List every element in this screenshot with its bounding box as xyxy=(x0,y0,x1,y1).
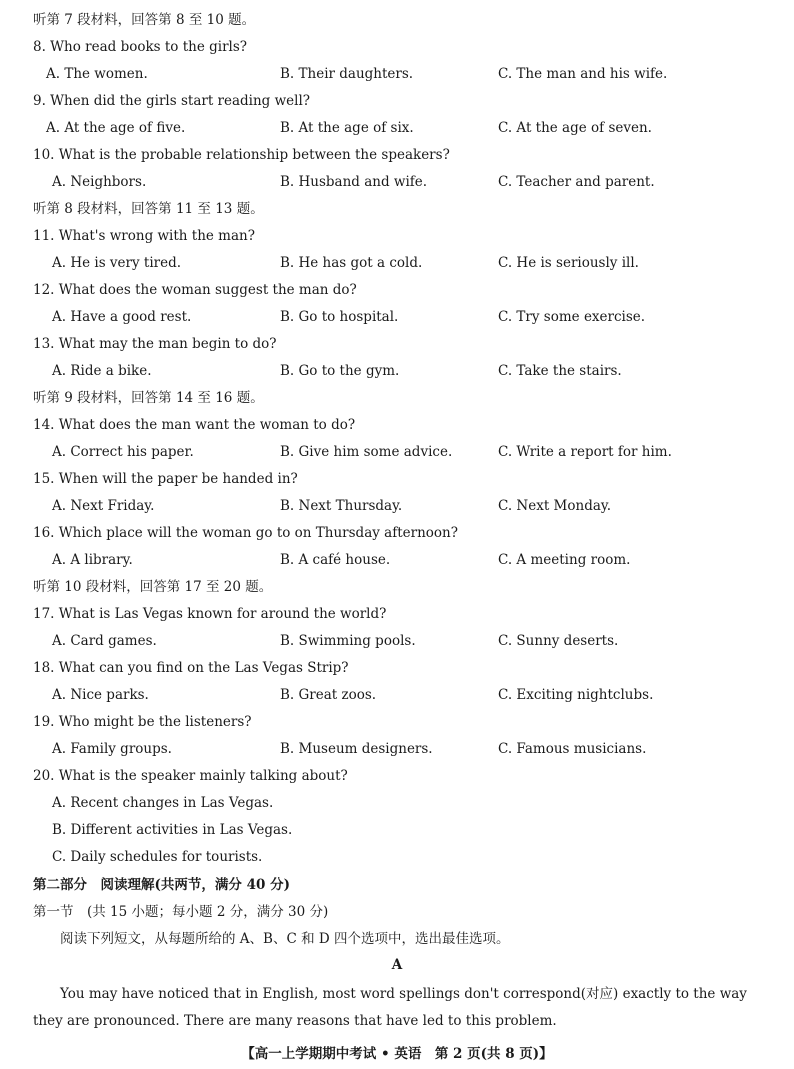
q19-option-a: A. Family groups. xyxy=(52,741,172,757)
q17-option-b: B. Swimming pools. xyxy=(280,633,416,649)
q15-option-b: B. Next Thursday. xyxy=(280,498,403,514)
q12-option-b: B. Go to hospital. xyxy=(280,309,399,325)
question-20: 20. What is the speaker mainly talking about? xyxy=(33,768,348,784)
q11-option-b: B. He has got a cold. xyxy=(280,255,423,271)
part2-title: 第二部分 阅读理解(共两节，满分 40 分) xyxy=(33,877,290,893)
question-10: 10. What is the probable relationship between the speakers? xyxy=(33,147,450,163)
q9-option-c: C. At the age of seven. xyxy=(498,120,652,136)
part2-instruction: 阅读下列短文，从每题所给的 A、B、C 和 D 四个选项中，选出最佳选项。 xyxy=(60,931,510,947)
question-12: 12. What does the woman suggest the man do? xyxy=(33,282,357,298)
question-9: 9. When did the girls start reading well? xyxy=(33,93,311,109)
q10-option-b: B. Husband and wife. xyxy=(280,174,428,190)
q8-option-b: B. Their daughters. xyxy=(280,66,414,82)
q15-option-c: C. Next Monday. xyxy=(498,498,612,514)
q19-option-c: C. Famous musicians. xyxy=(498,741,647,757)
question-14: 14. What does the man want the woman to do? xyxy=(33,417,356,433)
part2-section1: 第一节 (共 15 小题；每小题 2 分，满分 30 分) xyxy=(33,904,329,920)
question-17: 17. What is Las Vegas known for around the world? xyxy=(33,606,387,622)
q16-option-b: B. A café house. xyxy=(280,552,391,568)
question-19: 19. Who might be the listeners? xyxy=(33,714,252,730)
q15-option-a: A. Next Friday. xyxy=(52,498,155,514)
question-8: 8. Who read books to the girls? xyxy=(33,39,248,55)
q18-option-b: B. Great zoos. xyxy=(280,687,377,703)
q13-option-b: B. Go to the gym. xyxy=(280,363,400,379)
q14-option-a: A. Correct his paper. xyxy=(52,444,194,460)
q17-option-a: A. Card games. xyxy=(52,633,157,649)
q20-option-a: A. Recent changes in Las Vegas. xyxy=(52,795,274,811)
q16-option-c: C. A meeting room. xyxy=(498,552,631,568)
section-header-7: 听第 7 段材料，回答第 8 至 10 题。 xyxy=(33,12,256,28)
section-header-8: 听第 8 段材料，回答第 11 至 13 题。 xyxy=(33,201,264,217)
q13-option-c: C. Take the stairs. xyxy=(498,363,622,379)
passage-text: You may have noticed that in English, most word spellings don't correspond(对应) exactly to the way they are pronounced. There are many reasons that have led to this problem. xyxy=(33,986,747,1029)
q9-option-b: B. At the age of six. xyxy=(280,120,414,136)
question-15: 15. When will the paper be handed in? xyxy=(33,471,298,487)
section-header-9: 听第 9 段材料，回答第 14 至 16 题。 xyxy=(33,390,264,406)
q11-option-a: A. He is very tired. xyxy=(52,255,182,271)
section-header-10: 听第 10 段材料，回答第 17 至 20 题。 xyxy=(33,579,273,595)
q16-option-a: A. A library. xyxy=(52,552,133,568)
q8-option-c: C. The man and his wife. xyxy=(498,66,668,82)
q18-option-a: A. Nice parks. xyxy=(52,687,149,703)
passage-label: A xyxy=(391,957,403,973)
q14-option-c: C. Write a report for him. xyxy=(498,444,672,460)
q20-option-c: C. Daily schedules for tourists. xyxy=(52,849,263,865)
q14-option-b: B. Give him some advice. xyxy=(280,444,453,460)
q13-option-a: A. Ride a bike. xyxy=(52,363,152,379)
question-18: 18. What can you find on the Las Vegas Strip? xyxy=(33,660,349,676)
q9-option-a: A. At the age of five. xyxy=(46,120,186,136)
q12-option-c: C. Try some exercise. xyxy=(498,309,646,325)
q12-option-a: A. Have a good rest. xyxy=(52,309,192,325)
q8-option-a: A. The women. xyxy=(46,66,148,82)
q19-option-b: B. Museum designers. xyxy=(280,741,433,757)
q10-option-c: C. Teacher and parent. xyxy=(498,174,655,190)
q17-option-c: C. Sunny deserts. xyxy=(498,633,619,649)
page-footer: 【高一上学期期中考试 • 英语 第 2 页(共 8 页)】 xyxy=(241,1046,553,1062)
question-13: 13. What may the man begin to do? xyxy=(33,336,277,352)
q10-option-a: A. Neighbors. xyxy=(52,174,147,190)
question-11: 11. What's wrong with the man? xyxy=(33,228,255,244)
q20-option-b: B. Different activities in Las Vegas. xyxy=(52,822,293,838)
question-16: 16. Which place will the woman go to on Thursday afternoon? xyxy=(33,525,458,541)
q11-option-c: C. He is seriously ill. xyxy=(498,255,639,271)
q18-option-c: C. Exciting nightclubs. xyxy=(498,687,654,703)
